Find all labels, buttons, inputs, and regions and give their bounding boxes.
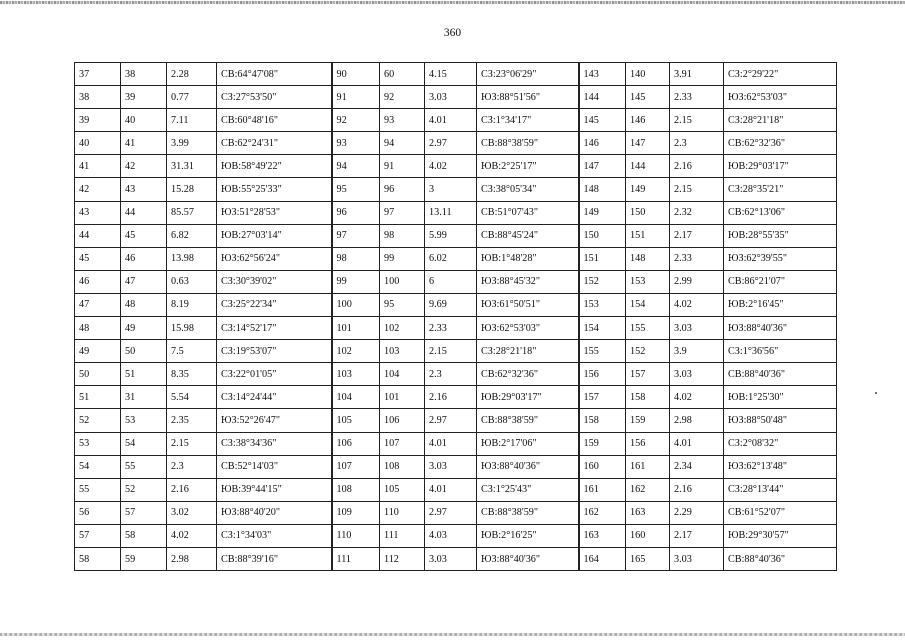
cell-bearing-group1: СЗ:30°39'02"	[217, 270, 332, 293]
cell-distance-group3: 2.32	[670, 201, 724, 224]
cell-bearing-group3: ЮЗ:88°50'48"	[724, 409, 837, 432]
cell-bearing-group1: СЗ:14°52'17"	[217, 317, 332, 340]
cell-distance-group2: 4.01	[425, 432, 477, 455]
cell-distance-group2: 2.33	[425, 317, 477, 340]
table-row	[75, 109, 837, 132]
cell-to-point-group1: 54	[121, 432, 167, 455]
cell-to-point-group3: 150	[626, 201, 670, 224]
cell-distance-group3: 2.17	[670, 224, 724, 247]
cell-from-point-group2: 97	[332, 224, 380, 247]
cell-distance-group2: 9.69	[425, 293, 477, 316]
cell-from-point-group3: 156	[579, 363, 626, 386]
cell-from-point-group2: 109	[332, 501, 380, 524]
cell-to-point-group3: 146	[626, 109, 670, 132]
cell-bearing-group1: ЮЗ:88°40'20"	[217, 501, 332, 524]
cell-to-point-group2: 91	[380, 155, 425, 178]
cell-bearing-group2: СВ:51°07'43"	[477, 201, 579, 224]
cell-bearing-group3: ЮЗ:62°39'55"	[724, 247, 837, 270]
cell-bearing-group2: ЮВ:29°03'17"	[477, 386, 579, 409]
cell-distance-group2: 4.01	[425, 109, 477, 132]
cell-to-point-group2: 96	[380, 178, 425, 201]
cell-from-point-group1: 41	[75, 155, 121, 178]
table-row	[75, 501, 837, 524]
cell-to-point-group2: 112	[380, 547, 425, 570]
table-row	[75, 386, 837, 409]
cell-from-point-group1: 57	[75, 524, 121, 547]
cell-distance-group2: 4.15	[425, 63, 477, 86]
cell-to-point-group2: 100	[380, 270, 425, 293]
cell-from-point-group2: 96	[332, 201, 380, 224]
cell-from-point-group1: 55	[75, 478, 121, 501]
table-row	[75, 547, 837, 570]
table-row	[75, 317, 837, 340]
scan-speck	[875, 392, 877, 394]
table-row	[75, 178, 837, 201]
cell-bearing-group1: СВ:88°39'16"	[217, 547, 332, 570]
cell-from-point-group2: 98	[332, 247, 380, 270]
table-row	[75, 132, 837, 155]
cell-distance-group2: 6	[425, 270, 477, 293]
cell-from-point-group2: 90	[332, 63, 380, 86]
table-row	[75, 363, 837, 386]
cell-to-point-group2: 95	[380, 293, 425, 316]
cell-bearing-group3: СВ:86°21'07"	[724, 270, 837, 293]
cell-to-point-group1: 39	[121, 86, 167, 109]
cell-bearing-group1: СВ:64°47'08"	[217, 63, 332, 86]
cell-distance-group2: 4.03	[425, 524, 477, 547]
cell-distance-group3: 2.15	[670, 109, 724, 132]
cell-from-point-group1: 47	[75, 293, 121, 316]
cell-distance-group3: 2.33	[670, 86, 724, 109]
cell-from-point-group1: 44	[75, 224, 121, 247]
cell-to-point-group2: 105	[380, 478, 425, 501]
survey-table-container	[74, 62, 836, 585]
cell-distance-group2: 13.11	[425, 201, 477, 224]
cell-bearing-group1: СЗ:27°53'50"	[217, 86, 332, 109]
cell-distance-group2: 4.02	[425, 155, 477, 178]
cell-to-point-group1: 46	[121, 247, 167, 270]
cell-to-point-group2: 107	[380, 432, 425, 455]
table-row	[75, 155, 837, 178]
cell-distance-group1: 2.35	[167, 409, 217, 432]
cell-bearing-group3: СЗ:1°36'56"	[724, 340, 837, 363]
cell-bearing-group1: ЮЗ:51°28'53"	[217, 201, 332, 224]
cell-from-point-group2: 108	[332, 478, 380, 501]
table-row	[75, 201, 837, 224]
cell-distance-group2: 2.97	[425, 409, 477, 432]
cell-distance-group3: 2.98	[670, 409, 724, 432]
cell-to-point-group3: 152	[626, 340, 670, 363]
cell-to-point-group3: 165	[626, 547, 670, 570]
cell-to-point-group1: 55	[121, 455, 167, 478]
cell-bearing-group1: ЮВ:27°03'14"	[217, 224, 332, 247]
cell-bearing-group1: СЗ:19°53'07"	[217, 340, 332, 363]
cell-bearing-group2: ЮЗ:88°40'36"	[477, 547, 579, 570]
table-row	[75, 63, 837, 86]
cell-distance-group2: 2.16	[425, 386, 477, 409]
cell-to-point-group2: 111	[380, 524, 425, 547]
cell-bearing-group1: ЮВ:55°25'33"	[217, 178, 332, 201]
cell-to-point-group3: 148	[626, 247, 670, 270]
cell-from-point-group2: 111	[332, 547, 380, 570]
cell-distance-group3: 3.03	[670, 547, 724, 570]
cell-from-point-group3: 149	[579, 201, 626, 224]
cell-from-point-group3: 159	[579, 432, 626, 455]
cell-bearing-group2: СВ:88°38'59"	[477, 409, 579, 432]
cell-to-point-group3: 154	[626, 293, 670, 316]
cell-distance-group3: 3.9	[670, 340, 724, 363]
cell-from-point-group1: 42	[75, 178, 121, 201]
cell-to-point-group2: 94	[380, 132, 425, 155]
cell-bearing-group2: СЗ:1°34'17"	[477, 109, 579, 132]
table-body	[75, 63, 837, 571]
cell-to-point-group3: 161	[626, 455, 670, 478]
cell-distance-group3: 4.02	[670, 386, 724, 409]
cell-bearing-group2: ЮЗ:61°50'51"	[477, 293, 579, 316]
cell-from-point-group2: 103	[332, 363, 380, 386]
cell-bearing-group3: СВ:61°52'07"	[724, 501, 837, 524]
cell-distance-group2: 3	[425, 178, 477, 201]
table-row	[75, 270, 837, 293]
cell-from-point-group2: 95	[332, 178, 380, 201]
cell-bearing-group3: ЮВ:2°16'45"	[724, 293, 837, 316]
cell-distance-group2: 2.3	[425, 363, 477, 386]
cell-from-point-group3: 147	[579, 155, 626, 178]
cell-bearing-group3: СВ:88°40'36"	[724, 547, 837, 570]
cell-to-point-group1: 41	[121, 132, 167, 155]
cell-to-point-group1: 57	[121, 501, 167, 524]
cell-from-point-group2: 107	[332, 455, 380, 478]
cell-distance-group2: 3.03	[425, 86, 477, 109]
cell-bearing-group1: СВ:62°24'31"	[217, 132, 332, 155]
cell-to-point-group3: 140	[626, 63, 670, 86]
cell-bearing-group3: СЗ:2°08'32"	[724, 432, 837, 455]
cell-bearing-group2: ЮЗ:88°45'32"	[477, 270, 579, 293]
cell-to-point-group1: 44	[121, 201, 167, 224]
cell-distance-group1: 0.77	[167, 86, 217, 109]
cell-bearing-group3: СЗ:28°21'18"	[724, 109, 837, 132]
cell-from-point-group1: 58	[75, 547, 121, 570]
cell-bearing-group1: СВ:60°48'16"	[217, 109, 332, 132]
cell-to-point-group3: 147	[626, 132, 670, 155]
cell-bearing-group1: ЮЗ:52°26'47"	[217, 409, 332, 432]
cell-bearing-group1: СЗ:14°24'44"	[217, 386, 332, 409]
cell-from-point-group2: 99	[332, 270, 380, 293]
cell-to-point-group1: 52	[121, 478, 167, 501]
cell-bearing-group3: ЮВ:28°55'35"	[724, 224, 837, 247]
cell-to-point-group3: 162	[626, 478, 670, 501]
cell-distance-group3: 3.91	[670, 63, 724, 86]
cell-to-point-group2: 102	[380, 317, 425, 340]
table-row	[75, 86, 837, 109]
cell-from-point-group1: 38	[75, 86, 121, 109]
scan-top-edge	[0, 1, 905, 4]
cell-bearing-group1: СЗ:38°34'36"	[217, 432, 332, 455]
cell-bearing-group1: СЗ:1°34'03"	[217, 524, 332, 547]
cell-to-point-group2: 103	[380, 340, 425, 363]
cell-bearing-group3: ЮВ:29°03'17"	[724, 155, 837, 178]
cell-distance-group3: 3.03	[670, 317, 724, 340]
cell-bearing-group3: СВ:62°13'06"	[724, 201, 837, 224]
cell-from-point-group2: 93	[332, 132, 380, 155]
cell-to-point-group2: 104	[380, 363, 425, 386]
cell-to-point-group3: 145	[626, 86, 670, 109]
cell-from-point-group3: 144	[579, 86, 626, 109]
cell-to-point-group3: 151	[626, 224, 670, 247]
cell-from-point-group1: 52	[75, 409, 121, 432]
cell-bearing-group2: ЮЗ:88°51'56"	[477, 86, 579, 109]
cell-from-point-group2: 101	[332, 317, 380, 340]
cell-bearing-group3: СЗ:2°29'22"	[724, 63, 837, 86]
table-row	[75, 293, 837, 316]
cell-from-point-group3: 150	[579, 224, 626, 247]
cell-distance-group3: 3.03	[670, 363, 724, 386]
cell-from-point-group2: 104	[332, 386, 380, 409]
cell-from-point-group2: 106	[332, 432, 380, 455]
cell-bearing-group3: СВ:62°32'36"	[724, 132, 837, 155]
cell-from-point-group3: 151	[579, 247, 626, 270]
survey-bearing-table	[74, 62, 837, 571]
cell-bearing-group1: СВ:52°14'03"	[217, 455, 332, 478]
cell-from-point-group3: 154	[579, 317, 626, 340]
cell-from-point-group2: 102	[332, 340, 380, 363]
cell-distance-group3: 2.16	[670, 478, 724, 501]
cell-distance-group3: 4.01	[670, 432, 724, 455]
cell-from-point-group3: 155	[579, 340, 626, 363]
cell-distance-group1: 13.98	[167, 247, 217, 270]
cell-distance-group3: 4.02	[670, 293, 724, 316]
cell-distance-group2: 2.97	[425, 132, 477, 155]
cell-to-point-group1: 50	[121, 340, 167, 363]
cell-distance-group1: 6.82	[167, 224, 217, 247]
cell-from-point-group2: 92	[332, 109, 380, 132]
cell-distance-group2: 2.15	[425, 340, 477, 363]
cell-from-point-group1: 53	[75, 432, 121, 455]
cell-distance-group3: 2.34	[670, 455, 724, 478]
cell-to-point-group2: 60	[380, 63, 425, 86]
cell-to-point-group1: 49	[121, 317, 167, 340]
cell-bearing-group3: ЮВ:29°30'57"	[724, 524, 837, 547]
cell-distance-group3: 2.17	[670, 524, 724, 547]
cell-bearing-group3: ЮЗ:88°40'36"	[724, 317, 837, 340]
cell-bearing-group2: СЗ:38°05'34"	[477, 178, 579, 201]
cell-bearing-group2: ЮВ:2°16'25"	[477, 524, 579, 547]
cell-distance-group1: 3.02	[167, 501, 217, 524]
cell-distance-group1: 2.3	[167, 455, 217, 478]
cell-distance-group1: 2.98	[167, 547, 217, 570]
cell-bearing-group2: ЮВ:1°48'28"	[477, 247, 579, 270]
cell-bearing-group3: СЗ:28°35'21"	[724, 178, 837, 201]
cell-to-point-group2: 93	[380, 109, 425, 132]
cell-from-point-group1: 46	[75, 270, 121, 293]
cell-to-point-group2: 99	[380, 247, 425, 270]
cell-to-point-group1: 48	[121, 293, 167, 316]
cell-from-point-group1: 39	[75, 109, 121, 132]
cell-distance-group1: 7.5	[167, 340, 217, 363]
cell-from-point-group2: 110	[332, 524, 380, 547]
cell-from-point-group3: 146	[579, 132, 626, 155]
cell-to-point-group3: 144	[626, 155, 670, 178]
cell-to-point-group2: 110	[380, 501, 425, 524]
cell-bearing-group2: СВ:88°38'59"	[477, 132, 579, 155]
cell-from-point-group3: 161	[579, 478, 626, 501]
cell-distance-group1: 5.54	[167, 386, 217, 409]
cell-bearing-group2: СВ:88°38'59"	[477, 501, 579, 524]
cell-from-point-group3: 163	[579, 524, 626, 547]
cell-distance-group1: 3.99	[167, 132, 217, 155]
cell-distance-group2: 6.02	[425, 247, 477, 270]
table-row	[75, 340, 837, 363]
cell-to-point-group1: 43	[121, 178, 167, 201]
cell-to-point-group1: 51	[121, 363, 167, 386]
cell-to-point-group2: 101	[380, 386, 425, 409]
cell-bearing-group3: ЮЗ:62°13'48"	[724, 455, 837, 478]
cell-from-point-group1: 48	[75, 317, 121, 340]
cell-bearing-group1: ЮВ:58°49'22"	[217, 155, 332, 178]
cell-from-point-group3: 152	[579, 270, 626, 293]
cell-to-point-group1: 31	[121, 386, 167, 409]
table-row	[75, 455, 837, 478]
cell-distance-group1: 2.28	[167, 63, 217, 86]
cell-from-point-group3: 164	[579, 547, 626, 570]
cell-bearing-group1: СЗ:22°01'05"	[217, 363, 332, 386]
cell-distance-group2: 2.97	[425, 501, 477, 524]
cell-to-point-group1: 47	[121, 270, 167, 293]
cell-to-point-group1: 45	[121, 224, 167, 247]
cell-from-point-group2: 100	[332, 293, 380, 316]
cell-distance-group1: 8.35	[167, 363, 217, 386]
cell-distance-group3: 2.3	[670, 132, 724, 155]
cell-bearing-group3: ЮВ:1°25'30"	[724, 386, 837, 409]
cell-distance-group1: 2.15	[167, 432, 217, 455]
cell-to-point-group3: 158	[626, 386, 670, 409]
cell-bearing-group2: ЮВ:2°17'06"	[477, 432, 579, 455]
cell-bearing-group3: СЗ:28°13'44"	[724, 478, 837, 501]
cell-distance-group1: 7.11	[167, 109, 217, 132]
table-row	[75, 524, 837, 547]
cell-bearing-group3: ЮЗ:62°53'03"	[724, 86, 837, 109]
cell-bearing-group2: ЮВ:2°25'17"	[477, 155, 579, 178]
cell-to-point-group3: 156	[626, 432, 670, 455]
cell-from-point-group2: 94	[332, 155, 380, 178]
cell-distance-group2: 3.03	[425, 455, 477, 478]
cell-to-point-group1: 53	[121, 409, 167, 432]
cell-to-point-group2: 108	[380, 455, 425, 478]
cell-from-point-group3: 145	[579, 109, 626, 132]
cell-to-point-group3: 160	[626, 524, 670, 547]
cell-distance-group2: 5.99	[425, 224, 477, 247]
cell-from-point-group3: 153	[579, 293, 626, 316]
cell-to-point-group1: 38	[121, 63, 167, 86]
cell-bearing-group2: ЮЗ:88°40'36"	[477, 455, 579, 478]
cell-distance-group1: 31.31	[167, 155, 217, 178]
cell-from-point-group1: 50	[75, 363, 121, 386]
cell-from-point-group1: 37	[75, 63, 121, 86]
cell-from-point-group1: 40	[75, 132, 121, 155]
cell-distance-group3: 2.99	[670, 270, 724, 293]
cell-bearing-group1: ЮЗ:62°56'24"	[217, 247, 332, 270]
cell-distance-group3: 2.29	[670, 501, 724, 524]
cell-bearing-group2: СЗ:28°21'18"	[477, 340, 579, 363]
cell-to-point-group2: 92	[380, 86, 425, 109]
table-row	[75, 409, 837, 432]
cell-bearing-group2: СВ:88°45'24"	[477, 224, 579, 247]
table-row	[75, 478, 837, 501]
cell-from-point-group1: 51	[75, 386, 121, 409]
cell-distance-group2: 4.01	[425, 478, 477, 501]
cell-to-point-group1: 40	[121, 109, 167, 132]
cell-from-point-group1: 54	[75, 455, 121, 478]
cell-to-point-group1: 58	[121, 524, 167, 547]
cell-distance-group2: 3.03	[425, 547, 477, 570]
cell-distance-group3: 2.33	[670, 247, 724, 270]
cell-distance-group1: 2.16	[167, 478, 217, 501]
cell-bearing-group1: СЗ:25°22'34"	[217, 293, 332, 316]
cell-from-point-group3: 148	[579, 178, 626, 201]
cell-to-point-group2: 106	[380, 409, 425, 432]
cell-distance-group1: 15.98	[167, 317, 217, 340]
cell-bearing-group2: СВ:62°32'36"	[477, 363, 579, 386]
table-row	[75, 224, 837, 247]
cell-from-point-group1: 43	[75, 201, 121, 224]
cell-from-point-group1: 49	[75, 340, 121, 363]
cell-bearing-group3: СВ:88°40'36"	[724, 363, 837, 386]
cell-from-point-group1: 56	[75, 501, 121, 524]
cell-bearing-group2: СЗ:23°06'29"	[477, 63, 579, 86]
cell-to-point-group2: 98	[380, 224, 425, 247]
cell-to-point-group3: 157	[626, 363, 670, 386]
cell-from-point-group3: 158	[579, 409, 626, 432]
table-row	[75, 247, 837, 270]
cell-distance-group3: 2.16	[670, 155, 724, 178]
cell-from-point-group2: 105	[332, 409, 380, 432]
cell-distance-group1: 8.19	[167, 293, 217, 316]
cell-distance-group1: 85.57	[167, 201, 217, 224]
page-number: 360	[443, 27, 462, 39]
cell-distance-group1: 4.02	[167, 524, 217, 547]
cell-to-point-group3: 153	[626, 270, 670, 293]
cell-bearing-group2: СЗ:1°25'43"	[477, 478, 579, 501]
cell-from-point-group3: 160	[579, 455, 626, 478]
cell-to-point-group3: 155	[626, 317, 670, 340]
cell-to-point-group3: 159	[626, 409, 670, 432]
cell-to-point-group3: 149	[626, 178, 670, 201]
cell-from-point-group2: 91	[332, 86, 380, 109]
cell-to-point-group2: 97	[380, 201, 425, 224]
table-row	[75, 432, 837, 455]
cell-distance-group1: 15.28	[167, 178, 217, 201]
cell-from-point-group3: 157	[579, 386, 626, 409]
cell-bearing-group2: ЮЗ:62°53'03"	[477, 317, 579, 340]
cell-from-point-group1: 45	[75, 247, 121, 270]
cell-to-point-group1: 59	[121, 547, 167, 570]
cell-to-point-group1: 42	[121, 155, 167, 178]
cell-bearing-group1: ЮВ:39°44'15"	[217, 478, 332, 501]
cell-distance-group3: 2.15	[670, 178, 724, 201]
cell-from-point-group3: 162	[579, 501, 626, 524]
cell-to-point-group3: 163	[626, 501, 670, 524]
scan-bottom-edge	[0, 633, 905, 636]
cell-from-point-group3: 143	[579, 63, 626, 86]
cell-distance-group1: 0.63	[167, 270, 217, 293]
